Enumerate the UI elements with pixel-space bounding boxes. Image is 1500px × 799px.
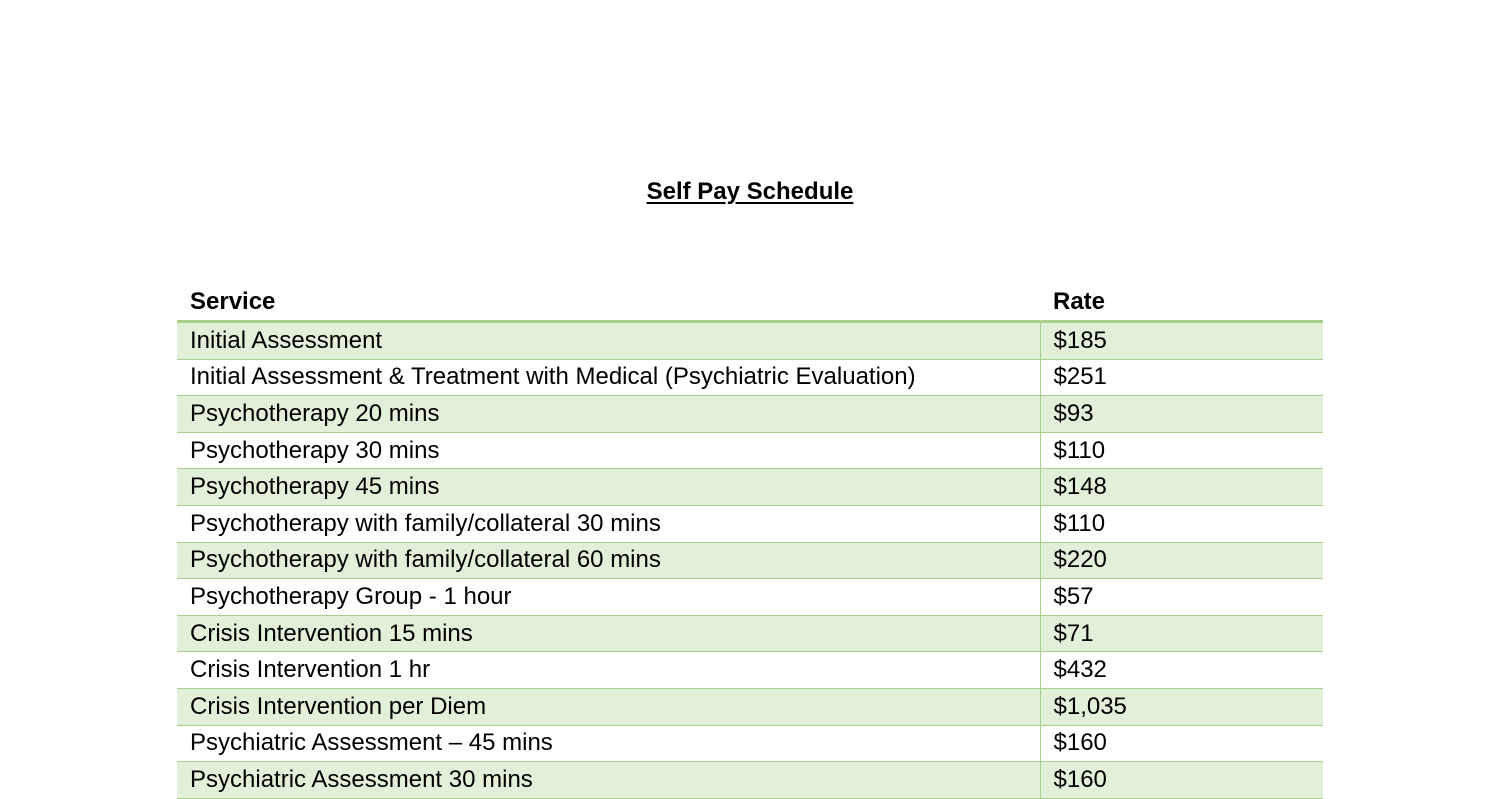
table-row	[177, 432, 1323, 469]
rate-cell: $251	[1040, 359, 1323, 396]
table-row	[177, 505, 1323, 542]
table-row	[177, 542, 1323, 579]
self-pay-table	[177, 284, 1323, 799]
table-row	[177, 359, 1323, 396]
table-row	[177, 762, 1323, 799]
service-cell: Initial Assessment	[177, 322, 1040, 360]
rate-cell: $160	[1040, 762, 1323, 799]
table-row	[177, 652, 1323, 689]
rate-cell: $185	[1040, 322, 1323, 360]
rate-cell: $432	[1040, 652, 1323, 689]
table-row	[177, 725, 1323, 762]
title-text: Self Pay Schedule	[646, 178, 854, 205]
service-cell: Crisis Intervention 1 hr	[177, 652, 1040, 689]
rate-cell: $57	[1040, 579, 1323, 616]
service-cell: Psychotherapy Group - 1 hour	[177, 579, 1040, 616]
service-cell: Psychiatric Assessment 30 mins	[177, 762, 1040, 799]
table-row	[177, 469, 1323, 506]
rate-cell: $148	[1040, 469, 1323, 506]
header-service: Service	[177, 284, 1040, 322]
rate-cell: $110	[1040, 505, 1323, 542]
service-cell: Psychotherapy 45 mins	[177, 469, 1040, 506]
service-cell: Crisis Intervention per Diem	[177, 688, 1040, 725]
service-cell: Psychotherapy with family/collateral 60 mins	[177, 542, 1040, 579]
table-header-row	[177, 284, 1323, 322]
service-cell: Psychotherapy 20 mins	[177, 396, 1040, 433]
rate-cell: $71	[1040, 615, 1323, 652]
service-cell: Initial Assessment & Treatment with Medical (Psychiatric Evaluation)	[177, 359, 1040, 396]
service-cell: Psychotherapy with family/collateral 30 mins	[177, 505, 1040, 542]
rate-cell: $220	[1040, 542, 1323, 579]
rate-cell: $160	[1040, 725, 1323, 762]
table-row	[177, 615, 1323, 652]
rate-cell: $1,035	[1040, 688, 1323, 725]
table-row	[177, 579, 1323, 616]
service-cell: Psychiatric Assessment – 45 mins	[177, 725, 1040, 762]
table-row	[177, 396, 1323, 433]
service-cell: Crisis Intervention 15 mins	[177, 615, 1040, 652]
rate-cell: $110	[1040, 432, 1323, 469]
service-cell: Psychotherapy 30 mins	[177, 432, 1040, 469]
header-rate: Rate	[1040, 284, 1323, 322]
document-title	[0, 178, 1500, 206]
table-row	[177, 688, 1323, 725]
rate-cell: $93	[1040, 396, 1323, 433]
table-row	[177, 322, 1323, 360]
